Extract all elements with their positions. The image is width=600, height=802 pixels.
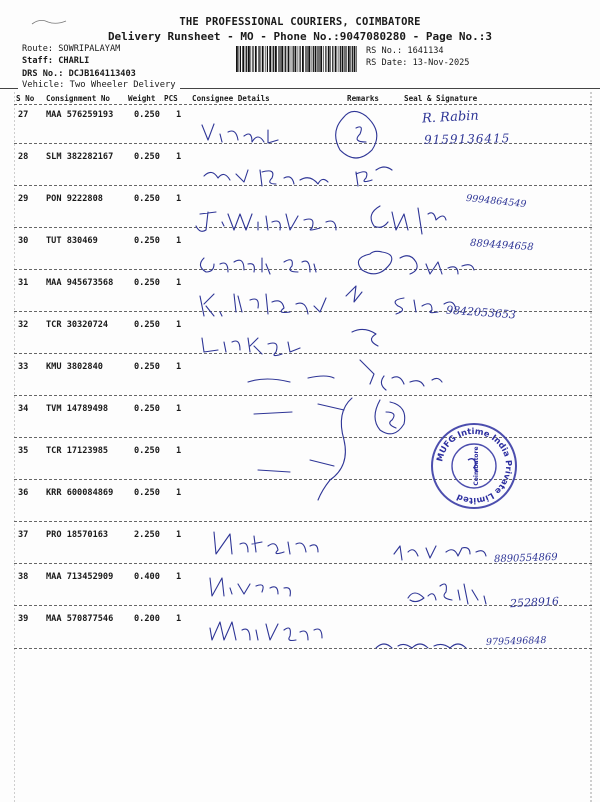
pcs-cell: 1	[176, 110, 182, 120]
pcs-cell: 1	[176, 236, 182, 246]
seal-signature	[394, 546, 486, 560]
consignment-cell: MAA 570877546	[46, 614, 114, 624]
sno-cell: 34	[18, 404, 29, 414]
consignment-cell: TVM 14789498	[46, 404, 109, 414]
column-header-seal: Seal & Signature	[404, 94, 478, 103]
column-header-remarks: Remarks	[347, 94, 380, 103]
sno-cell: 32	[18, 320, 29, 330]
consignment-cell: PRO 18570163	[46, 530, 109, 540]
route-label: Route: SOWRIPALAYAM	[22, 44, 121, 54]
phone-handwriting: 9795496848	[485, 634, 547, 649]
strike-through-stroke	[318, 398, 352, 500]
consignment-cell: MAA 576259193	[46, 110, 114, 120]
seal-signature	[376, 644, 466, 648]
weight-cell: 0.400	[134, 572, 160, 582]
pcs-cell: 1	[176, 530, 182, 540]
consignee-signature	[210, 622, 322, 641]
sno-cell: 27	[18, 110, 29, 120]
remark-scribble	[336, 111, 377, 158]
pcs-cell: 1	[176, 362, 182, 372]
consignment-cell: TUT 830469	[46, 236, 98, 246]
consignee-signature	[200, 294, 326, 316]
sno-cell: 28	[18, 152, 29, 162]
phone-handwriting: 8890554869	[493, 551, 558, 566]
phone-handwriting: 9842053653	[445, 303, 517, 322]
pcs-cell: 1	[176, 320, 182, 330]
sno-cell: 36	[18, 488, 29, 498]
seal-signature	[408, 584, 486, 604]
consignee-signature	[200, 258, 316, 274]
column-header-sno: S No	[16, 94, 35, 103]
sno-cell: 39	[18, 614, 29, 624]
weight-cell: 0.250	[134, 446, 160, 456]
seal-name-handwriting: R. Rabin	[421, 108, 480, 127]
rs-number: RS No.: 1641134	[366, 46, 444, 56]
phone-handwriting: 8894494658	[469, 237, 534, 254]
consignment-cell: MAA 945673568	[46, 278, 114, 288]
phone-handwriting: 9159136415	[423, 131, 511, 147]
consignment-cell: MAA 713452909	[46, 572, 114, 582]
remark-scribble	[358, 251, 474, 274]
sno-cell: 35	[18, 446, 29, 456]
weight-cell: 0.250	[134, 278, 160, 288]
consignment-cell: SLM 382282167	[46, 152, 114, 162]
consignee-signature	[258, 460, 334, 472]
pcs-cell: 1	[176, 488, 182, 498]
column-header-weight: Weight	[128, 94, 156, 103]
pcs-cell: 1	[176, 572, 182, 582]
staff-label: Staff: CHARLI	[22, 56, 90, 66]
remark-scribble	[356, 167, 392, 186]
pcs-cell: 1	[176, 614, 182, 624]
column-header-pcs: PCS	[164, 94, 178, 103]
consignee-signature	[214, 532, 318, 554]
consignee-signature	[254, 404, 344, 414]
remark-scribble	[352, 329, 378, 346]
consignee-signature	[204, 170, 328, 186]
phone-handwriting: 2528916	[509, 594, 560, 611]
consignment-cell: TCR 30320724	[46, 320, 109, 330]
weight-cell: 0.250	[134, 152, 160, 162]
pcs-cell: 1	[176, 194, 182, 204]
weight-cell: 0.250	[134, 236, 160, 246]
runsheet-title: Delivery Runsheet - MO - Phone No.:9047080280 - Page No.:3	[107, 30, 493, 43]
column-header-consignment: Consignment No	[46, 94, 111, 103]
consignment-cell: TCR 17123985	[46, 446, 109, 456]
sno-cell: 31	[18, 278, 29, 288]
remark-scribble	[346, 286, 362, 302]
weight-cell: 0.250	[134, 194, 160, 204]
weight-cell: 2.250	[134, 530, 160, 540]
column-header-consignee: Consignee Details	[192, 94, 270, 103]
company-title: THE PROFESSIONAL COURIERS, COIMBATORE	[179, 16, 421, 28]
weight-cell: 0.250	[134, 110, 160, 120]
consignee-signature	[210, 578, 290, 596]
weight-cell: 0.250	[134, 404, 160, 414]
sno-cell: 33	[18, 362, 29, 372]
consignee-signature	[202, 124, 278, 143]
rs-date: RS Date: 13-Nov-2025	[366, 58, 470, 68]
weight-cell: 0.250	[134, 320, 160, 330]
sno-cell: 37	[18, 530, 29, 540]
drs-number: DRS No.: DCJB164113403	[22, 69, 136, 79]
remark-scribble	[371, 206, 446, 234]
stamp-city-text: Coimbatore	[473, 446, 480, 486]
consignee-signature	[248, 376, 334, 382]
pcs-cell: 1	[176, 446, 182, 456]
consignee-signature	[196, 212, 336, 231]
consignment-cell: PON 9222808	[46, 194, 103, 204]
vehicle-label: Vehicle: Two Wheeler Delivery	[18, 80, 180, 90]
sno-cell: 30	[18, 236, 29, 246]
sno-cell: 38	[18, 572, 29, 582]
pcs-cell: 1	[176, 404, 182, 414]
consignment-cell: KMU 3802840	[46, 362, 103, 372]
remark-scribble	[360, 360, 442, 390]
weight-cell: 0.250	[134, 488, 160, 498]
consignee-signature	[202, 338, 300, 356]
weight-cell: 0.200	[134, 614, 160, 624]
pcs-cell: 1	[176, 278, 182, 288]
stamp-ring-text: MUFG Intime India Private Limited	[434, 425, 515, 507]
pcs-cell: 1	[176, 152, 182, 162]
remark-scribble	[375, 400, 405, 434]
phone-handwriting: 9994864549	[465, 192, 527, 211]
weight-cell: 0.250	[134, 362, 160, 372]
consignment-cell: KRR 600084869	[46, 488, 114, 498]
sno-cell: 29	[18, 194, 29, 204]
company-seal-stamp	[428, 420, 520, 512]
